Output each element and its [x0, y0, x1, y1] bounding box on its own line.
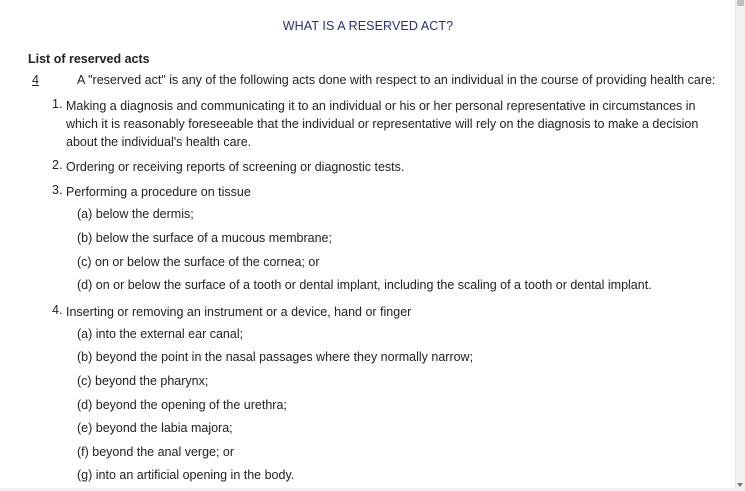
- vertical-scrollbar[interactable]: [735, 0, 745, 491]
- sub-item: (d) on or below the surface of a tooth or dental implant, including the scaling of a tooth or dental implant.: [77, 278, 652, 292]
- list-item-text-line: about the individual's health care.: [66, 135, 252, 149]
- scroll-down-arrow-icon[interactable]: [737, 483, 743, 487]
- sub-item: (b) below the surface of a mucous membrane;: [77, 231, 332, 245]
- list-item-text: Ordering or receiving reports of screening or diagnostic tests.: [66, 160, 405, 174]
- list-item-number: 2.: [52, 158, 63, 172]
- sub-item: (c) beyond the pharynx;: [77, 374, 209, 388]
- section-number-link[interactable]: 4: [32, 73, 39, 87]
- list-item-text: [66, 97, 702, 151]
- list-item-number: 3.: [52, 183, 63, 197]
- section-heading: List of reserved acts: [28, 52, 150, 66]
- sub-item: (e) beyond the labia majora;: [77, 421, 233, 435]
- sub-item: (a) into the external ear canal;: [77, 327, 244, 341]
- list-item-text-line: which it is reasonably foreseeable that the individual or representative will rely on the diagnosis to make a decision: [66, 117, 699, 131]
- list-item-number: 1.: [52, 97, 63, 111]
- list-item-number: 4.: [52, 303, 63, 317]
- sub-item: (d) beyond the opening of the urethra;: [77, 398, 287, 412]
- list-item-text-line: Making a diagnosis and communicating it to an individual or his or her personal representative in circumstances in: [66, 99, 696, 113]
- sub-item: (f) beyond the anal verge; or: [77, 445, 235, 459]
- list-item-text: Performing a procedure on tissue: [66, 185, 251, 199]
- page-title: WHAT IS A RESERVED ACT?: [282, 19, 454, 33]
- scrollbar-thumb[interactable]: [737, 0, 744, 6]
- sub-item: (c) on or below the surface of the cornea; or: [77, 255, 320, 269]
- list-item-text: Inserting or removing an instrument or a device, hand or finger: [66, 305, 412, 319]
- section-intro-text: A "reserved act" is any of the following acts done with respect to an individual in the course of providing health care:: [77, 73, 716, 87]
- sub-item: (g) into an artificial opening in the body.: [77, 468, 295, 482]
- sub-item: (a) below the dermis;: [77, 207, 194, 221]
- sub-item: (b) beyond the point in the nasal passages where they normally narrow;: [77, 350, 474, 364]
